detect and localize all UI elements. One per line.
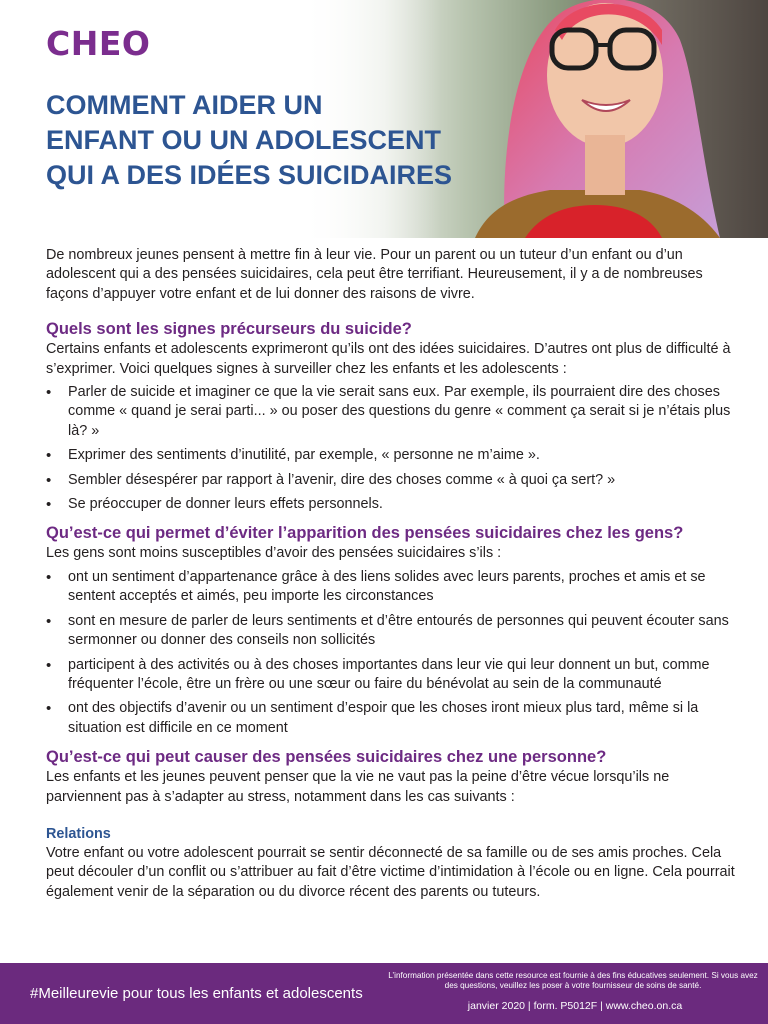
list-item: • Se préoccuper de donner leurs effets personnels.: [46, 495, 736, 514]
footer-form-info: janvier 2020 | form. P5012F | www.cheo.on.ca: [467, 1000, 683, 1012]
list-item: • ont un sentiment d’appartenance grâce à des liens solides avec leurs parents, proches et amis et se sentent acceptés et aimés, peu importe les circonstances: [46, 568, 736, 607]
section-heading: Qu’est-ce qui permet d’éviter l’apparition des pensées suicidaires chez les gens?: [46, 524, 684, 543]
subsection-heading: Relations: [46, 825, 111, 842]
section-causes: [46, 746, 736, 807]
list-item: • Exprimer des sentiments d’inutilité, par exemple, « personne ne m’aime ».: [46, 446, 736, 465]
page-title: [46, 88, 516, 193]
title-line: COMMENT AIDER UN: [46, 90, 323, 120]
footer-tagline: #Meilleurevie pour tous les enfants et adolescents: [30, 985, 363, 1002]
section-heading: Quels sont les signes précurseurs du suicide?: [46, 320, 412, 339]
list-item: • Parler de suicide et imaginer ce que la vie serait sans eux. Par exemple, ils pourraient dire des choses comme « quand je serai parti... » ou poser des questions du genre « comment ça serait si je n’étais plus là? »: [46, 383, 736, 441]
list-item: • sont en mesure de parler de leurs sentiments et d’être entourés de personnes qui peuvent écouter sans sermonner ou donner des conseils non sollicités: [46, 612, 736, 651]
bullet-list: [46, 568, 736, 738]
article-body: [46, 246, 736, 902]
section-warning-signs: [46, 318, 736, 514]
cheo-logo: CHEO: [46, 24, 151, 63]
section-lead: Certains enfants et adolescents exprimeront qu’ils ont des idées suicidaires. D’autres ont plus de difficulté à s’exprimer. Voici quelques signes à surveiller chez les enfants et les adolescents :: [46, 341, 731, 377]
section-protective-factors: [46, 522, 736, 738]
list-item: • participent à des activités ou à des choses importantes dans leur vie qui leur donnent un but, comme fréquenter l’école, être un frère ou une sœur ou faire du bénévolat au sein de la communauté: [46, 656, 736, 695]
relations-paragraph: Votre enfant ou votre adolescent pourrait se sentir déconnecté de sa famille ou de ses amis proches. Cela peut découler d’un conflit ou s’attribuer au fait d’être victime d’intimidation à l’école ou en ligne. Cela pourrait également venir de la séparation ou du divorce récent des parents ou tuteurs.: [46, 844, 735, 900]
bullet-list: [46, 383, 736, 514]
footer-bar: [0, 963, 768, 1024]
list-item: • ont des objectifs d’avenir ou un sentiment d’espoir que les choses iront mieux plus tard, même si la situation est difficile en ce moment: [46, 699, 736, 738]
list-item: • Sembler désespérer par rapport à l’avenir, dire des choses comme « à quoi ça sert? »: [46, 471, 736, 490]
header-banner: [0, 0, 768, 238]
intro-paragraph: De nombreux jeunes pensent à mettre fin à leur vie. Pour un parent ou un tuteur d’un enfant ou d’un adolescent qui a des pensées suicidaires, cela peut être terrifiant. Heureusement, il y a de nombreuses façons d’appuyer votre enfant et de lui donner des raisons de vivre.: [46, 247, 703, 302]
title-line: ENFANT OU UN ADOLESCENT: [46, 125, 442, 155]
footer-disclaimer: L’information présentée dans cette resource est fournie à des fins éducatives seulement. Si vous avez des questions, veuillez les poser à votre fournisseur de soins de santé.: [388, 971, 758, 990]
section-heading: Qu’est-ce qui peut causer des pensées suicidaires chez une personne?: [46, 748, 607, 767]
section-lead: Les gens sont moins susceptibles d’avoir des pensées suicidaires s’ils :: [46, 545, 502, 562]
title-line: QUI A DES IDÉES SUICIDAIRES: [46, 160, 453, 190]
section-lead: Les enfants et les jeunes peuvent penser que la vie ne vaut pas la peine d’être vécue lorsqu’ils ne parviennent pas à s’adapter au stress, notamment dans les cas suivants :: [46, 769, 670, 805]
